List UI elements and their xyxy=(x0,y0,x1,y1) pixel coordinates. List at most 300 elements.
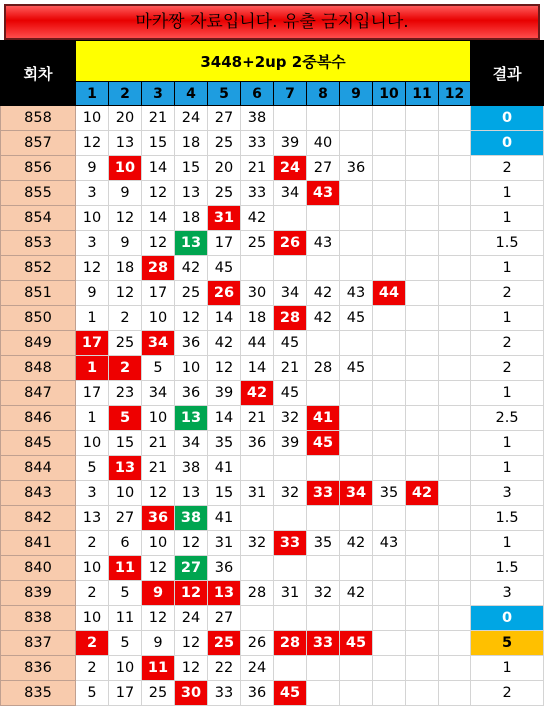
table-row xyxy=(1,406,544,431)
number-cell: 41 xyxy=(208,506,241,531)
number-cell: 13 xyxy=(175,181,208,206)
number-cell: 32 xyxy=(274,406,307,431)
table-row xyxy=(1,506,544,531)
number-cell-red: 45 xyxy=(340,631,373,656)
number-cell: 1 xyxy=(76,306,109,331)
number-cell-red: 34 xyxy=(142,331,175,356)
number-cell: 31 xyxy=(241,481,274,506)
number-cell: 30 xyxy=(241,281,274,306)
result-cell: 1 xyxy=(471,206,544,231)
number-cell-red: 44 xyxy=(373,281,406,306)
number-cell: 20 xyxy=(109,106,142,131)
table-row xyxy=(1,331,544,356)
number-cell: 12 xyxy=(109,206,142,231)
number-cell xyxy=(373,331,406,356)
number-cell: 2 xyxy=(76,581,109,606)
number-cell: 12 xyxy=(142,481,175,506)
result-cell: 2 xyxy=(471,156,544,181)
round-cell: 852 xyxy=(1,256,76,281)
number-cell xyxy=(373,631,406,656)
number-cell xyxy=(373,406,406,431)
number-cell xyxy=(241,506,274,531)
table-row xyxy=(1,631,544,656)
number-cell: 21 xyxy=(142,456,175,481)
number-cell xyxy=(340,406,373,431)
number-cell xyxy=(373,606,406,631)
table-row xyxy=(1,131,544,156)
column-header-row xyxy=(1,82,544,106)
number-cell: 43 xyxy=(373,531,406,556)
number-cell xyxy=(439,606,471,631)
number-cell xyxy=(373,556,406,581)
number-cell: 12 xyxy=(142,606,175,631)
number-cell xyxy=(307,106,340,131)
number-cell-green: 27 xyxy=(175,556,208,581)
number-cell: 34 xyxy=(274,181,307,206)
number-cell: 35 xyxy=(307,531,340,556)
number-cell: 3 xyxy=(76,181,109,206)
number-cell xyxy=(373,306,406,331)
number-cell xyxy=(340,456,373,481)
number-cell xyxy=(439,506,471,531)
round-cell: 849 xyxy=(1,331,76,356)
number-cell xyxy=(373,581,406,606)
number-cell: 14 xyxy=(208,306,241,331)
table-row xyxy=(1,606,544,631)
number-cell xyxy=(439,306,471,331)
number-cell xyxy=(406,281,439,306)
number-cell xyxy=(274,206,307,231)
number-cell-red: 9 xyxy=(142,581,175,606)
result-cell: 2 xyxy=(471,356,544,381)
number-cell: 9 xyxy=(142,631,175,656)
number-cell xyxy=(406,431,439,456)
number-cell: 12 xyxy=(208,356,241,381)
round-cell: 855 xyxy=(1,181,76,206)
number-cell xyxy=(373,256,406,281)
number-cell: 18 xyxy=(241,306,274,331)
column-header: 11 xyxy=(406,82,439,106)
number-cell: 14 xyxy=(241,356,274,381)
number-cell: 25 xyxy=(109,331,142,356)
number-cell: 15 xyxy=(142,131,175,156)
number-cell: 13 xyxy=(76,506,109,531)
number-cell xyxy=(439,231,471,256)
number-cell: 9 xyxy=(109,231,142,256)
result-cell: 1 xyxy=(471,431,544,456)
number-cell: 10 xyxy=(142,406,175,431)
number-cell xyxy=(274,106,307,131)
round-cell: 835 xyxy=(1,681,76,706)
number-cell: 17 xyxy=(208,231,241,256)
number-cell: 36 xyxy=(175,331,208,356)
number-cell xyxy=(307,556,340,581)
number-cell xyxy=(439,681,471,706)
number-cell: 5 xyxy=(142,356,175,381)
number-cell: 27 xyxy=(208,106,241,131)
number-cell xyxy=(439,581,471,606)
number-cell xyxy=(406,606,439,631)
round-cell: 847 xyxy=(1,381,76,406)
number-cell: 28 xyxy=(307,356,340,381)
result-cell: 3 xyxy=(471,481,544,506)
round-cell: 840 xyxy=(1,556,76,581)
number-cell: 12 xyxy=(175,656,208,681)
number-cell: 12 xyxy=(175,531,208,556)
round-header: 회차 xyxy=(1,41,76,106)
number-cell: 23 xyxy=(109,381,142,406)
number-cell: 21 xyxy=(142,106,175,131)
number-cell xyxy=(406,206,439,231)
number-cell: 31 xyxy=(208,531,241,556)
number-cell-red: 2 xyxy=(76,631,109,656)
number-cell xyxy=(406,556,439,581)
number-cell: 27 xyxy=(307,156,340,181)
column-header: 12 xyxy=(439,82,471,106)
number-cell xyxy=(439,206,471,231)
number-cell: 13 xyxy=(175,481,208,506)
number-cell: 2 xyxy=(76,656,109,681)
number-cell: 3 xyxy=(76,231,109,256)
number-cell xyxy=(406,681,439,706)
number-cell xyxy=(340,681,373,706)
number-cell xyxy=(340,131,373,156)
result-cell: 1.5 xyxy=(471,231,544,256)
number-cell: 33 xyxy=(208,681,241,706)
number-cell xyxy=(373,206,406,231)
number-cell: 45 xyxy=(208,256,241,281)
number-cell: 28 xyxy=(241,581,274,606)
table-row xyxy=(1,156,544,181)
number-cell: 25 xyxy=(208,131,241,156)
number-cell: 42 xyxy=(340,531,373,556)
number-cell: 32 xyxy=(307,581,340,606)
number-cell-red: 30 xyxy=(175,681,208,706)
number-cell: 38 xyxy=(241,106,274,131)
number-cell-red: 28 xyxy=(274,306,307,331)
number-cell: 39 xyxy=(208,381,241,406)
number-cell: 42 xyxy=(307,281,340,306)
number-cell: 35 xyxy=(373,481,406,506)
round-cell: 853 xyxy=(1,231,76,256)
number-cell: 44 xyxy=(241,331,274,356)
number-cell: 10 xyxy=(142,531,175,556)
number-cell: 12 xyxy=(76,131,109,156)
round-cell: 837 xyxy=(1,631,76,656)
round-cell: 857 xyxy=(1,131,76,156)
number-cell: 21 xyxy=(241,406,274,431)
number-cell xyxy=(406,106,439,131)
number-cell: 14 xyxy=(142,206,175,231)
result-cell: 1 xyxy=(471,531,544,556)
number-cell-red: 33 xyxy=(307,631,340,656)
number-cell: 18 xyxy=(175,131,208,156)
number-cell xyxy=(439,181,471,206)
result-cell: 1 xyxy=(471,256,544,281)
number-cell: 12 xyxy=(142,231,175,256)
table-row xyxy=(1,481,544,506)
number-cell: 45 xyxy=(274,381,307,406)
number-cell: 26 xyxy=(241,631,274,656)
number-cell xyxy=(274,256,307,281)
number-cell: 40 xyxy=(307,131,340,156)
number-cell: 12 xyxy=(175,631,208,656)
number-cell xyxy=(307,506,340,531)
number-cell: 35 xyxy=(208,431,241,456)
number-cell: 21 xyxy=(274,356,307,381)
number-cell: 22 xyxy=(208,656,241,681)
number-cell xyxy=(406,656,439,681)
number-cell xyxy=(373,456,406,481)
number-cell-red: 31 xyxy=(208,206,241,231)
number-cell-red: 26 xyxy=(274,231,307,256)
number-cell: 38 xyxy=(175,456,208,481)
column-header: 8 xyxy=(307,82,340,106)
number-cell xyxy=(373,356,406,381)
number-cell-red: 33 xyxy=(274,531,307,556)
number-cell: 34 xyxy=(274,281,307,306)
number-cell: 10 xyxy=(76,606,109,631)
number-cell: 9 xyxy=(109,181,142,206)
number-cell: 21 xyxy=(142,431,175,456)
number-cell: 10 xyxy=(109,481,142,506)
table-row xyxy=(1,656,544,681)
number-cell xyxy=(439,131,471,156)
round-cell: 842 xyxy=(1,506,76,531)
number-cell: 6 xyxy=(109,531,142,556)
number-cell xyxy=(406,131,439,156)
results-table xyxy=(0,40,544,706)
result-cell: 1 xyxy=(471,656,544,681)
number-cell: 12 xyxy=(76,256,109,281)
number-cell: 34 xyxy=(175,431,208,456)
round-cell: 848 xyxy=(1,356,76,381)
number-cell-red: 42 xyxy=(406,481,439,506)
number-cell: 15 xyxy=(208,481,241,506)
number-cell xyxy=(439,356,471,381)
number-cell: 12 xyxy=(175,306,208,331)
round-cell: 854 xyxy=(1,206,76,231)
number-cell-red: 26 xyxy=(208,281,241,306)
number-cell xyxy=(373,156,406,181)
number-cell xyxy=(340,206,373,231)
number-cell xyxy=(406,631,439,656)
number-cell-green: 13 xyxy=(175,406,208,431)
number-cell xyxy=(307,681,340,706)
number-cell xyxy=(340,331,373,356)
column-header: 1 xyxy=(76,82,109,106)
number-cell: 34 xyxy=(142,381,175,406)
result-cell: 0 xyxy=(471,131,544,156)
number-cell: 25 xyxy=(208,181,241,206)
number-cell: 31 xyxy=(274,581,307,606)
table-row xyxy=(1,681,544,706)
number-cell xyxy=(439,431,471,456)
number-cell xyxy=(406,231,439,256)
table-row xyxy=(1,581,544,606)
result-cell: 1.5 xyxy=(471,556,544,581)
number-cell xyxy=(406,181,439,206)
number-cell-red: 11 xyxy=(142,656,175,681)
number-cell: 36 xyxy=(340,156,373,181)
number-cell: 2 xyxy=(109,306,142,331)
number-cell: 3 xyxy=(76,481,109,506)
result-cell: 2 xyxy=(471,331,544,356)
number-cell: 5 xyxy=(76,456,109,481)
number-cell-green: 38 xyxy=(175,506,208,531)
number-cell: 27 xyxy=(109,506,142,531)
number-cell: 32 xyxy=(274,481,307,506)
number-cell xyxy=(241,606,274,631)
result-cell: 1 xyxy=(471,381,544,406)
number-cell: 24 xyxy=(175,606,208,631)
column-header: 6 xyxy=(241,82,274,106)
number-cell xyxy=(373,381,406,406)
number-cell xyxy=(373,131,406,156)
number-cell xyxy=(406,256,439,281)
number-cell-red: 45 xyxy=(274,681,307,706)
round-cell: 850 xyxy=(1,306,76,331)
number-cell xyxy=(340,556,373,581)
number-cell-red: 13 xyxy=(208,581,241,606)
number-cell-red: 43 xyxy=(307,181,340,206)
result-cell: 2.5 xyxy=(471,406,544,431)
number-cell-red: 42 xyxy=(241,381,274,406)
result-cell: 0 xyxy=(471,606,544,631)
number-cell: 24 xyxy=(241,656,274,681)
number-cell xyxy=(439,456,471,481)
result-cell: 1 xyxy=(471,181,544,206)
number-cell: 18 xyxy=(175,206,208,231)
round-cell: 843 xyxy=(1,481,76,506)
column-header: 7 xyxy=(274,82,307,106)
number-cell xyxy=(307,331,340,356)
number-cell xyxy=(439,256,471,281)
number-cell xyxy=(274,606,307,631)
number-cell: 45 xyxy=(274,331,307,356)
number-cell: 14 xyxy=(142,156,175,181)
result-cell: 5 xyxy=(471,631,544,656)
number-cell: 45 xyxy=(340,356,373,381)
table-row xyxy=(1,456,544,481)
number-cell xyxy=(373,656,406,681)
table-row xyxy=(1,531,544,556)
number-cell-red: 41 xyxy=(307,406,340,431)
round-cell: 856 xyxy=(1,156,76,181)
number-cell: 5 xyxy=(109,631,142,656)
number-cell xyxy=(439,556,471,581)
number-cell xyxy=(373,181,406,206)
result-cell: 2 xyxy=(471,281,544,306)
number-cell-red: 2 xyxy=(109,356,142,381)
number-cell xyxy=(340,381,373,406)
number-cell xyxy=(406,381,439,406)
number-cell: 20 xyxy=(208,156,241,181)
table-row xyxy=(1,306,544,331)
number-cell: 1 xyxy=(76,406,109,431)
number-cell xyxy=(340,256,373,281)
number-cell xyxy=(307,606,340,631)
number-cell xyxy=(439,406,471,431)
number-cell xyxy=(406,506,439,531)
number-cell xyxy=(439,106,471,131)
number-cell: 36 xyxy=(208,556,241,581)
number-cell: 9 xyxy=(76,281,109,306)
number-cell: 5 xyxy=(109,581,142,606)
number-cell xyxy=(274,656,307,681)
number-cell: 10 xyxy=(76,206,109,231)
table-row xyxy=(1,181,544,206)
number-cell: 42 xyxy=(241,206,274,231)
number-cell xyxy=(439,656,471,681)
number-cell xyxy=(439,631,471,656)
number-cell: 43 xyxy=(340,281,373,306)
number-cell: 12 xyxy=(109,281,142,306)
number-cell xyxy=(340,606,373,631)
number-cell-red: 28 xyxy=(274,631,307,656)
table-row xyxy=(1,556,544,581)
number-cell: 33 xyxy=(241,181,274,206)
number-cell xyxy=(439,281,471,306)
number-cell: 42 xyxy=(208,331,241,356)
number-cell: 36 xyxy=(241,431,274,456)
number-cell xyxy=(340,231,373,256)
number-cell xyxy=(307,381,340,406)
column-header: 3 xyxy=(142,82,175,106)
number-cell xyxy=(340,506,373,531)
number-cell: 39 xyxy=(274,131,307,156)
number-cell: 14 xyxy=(208,406,241,431)
number-cell-red: 12 xyxy=(175,581,208,606)
result-cell: 1 xyxy=(471,456,544,481)
number-cell xyxy=(340,106,373,131)
number-cell-red: 28 xyxy=(142,256,175,281)
number-cell xyxy=(439,381,471,406)
number-cell xyxy=(307,656,340,681)
table-title: 3448+2up 2중복수 xyxy=(76,41,471,82)
number-cell: 39 xyxy=(274,431,307,456)
number-cell: 45 xyxy=(340,306,373,331)
number-cell-green: 13 xyxy=(175,231,208,256)
number-cell: 17 xyxy=(142,281,175,306)
number-cell: 10 xyxy=(142,306,175,331)
number-cell: 10 xyxy=(76,106,109,131)
column-header: 2 xyxy=(109,82,142,106)
number-cell xyxy=(439,481,471,506)
round-cell: 858 xyxy=(1,106,76,131)
number-cell-red: 1 xyxy=(76,356,109,381)
number-cell-red: 34 xyxy=(340,481,373,506)
number-cell: 12 xyxy=(142,556,175,581)
number-cell: 18 xyxy=(109,256,142,281)
number-cell: 25 xyxy=(175,281,208,306)
number-cell-red: 13 xyxy=(109,456,142,481)
number-cell xyxy=(439,331,471,356)
number-cell-red: 45 xyxy=(307,431,340,456)
round-cell: 851 xyxy=(1,281,76,306)
number-cell: 25 xyxy=(142,681,175,706)
number-cell xyxy=(340,181,373,206)
number-cell: 15 xyxy=(109,431,142,456)
table-row xyxy=(1,381,544,406)
number-cell: 27 xyxy=(208,606,241,631)
result-header: 결과 xyxy=(471,41,544,106)
result-cell: 3 xyxy=(471,581,544,606)
table-row xyxy=(1,106,544,131)
number-cell xyxy=(307,256,340,281)
number-cell: 42 xyxy=(307,306,340,331)
round-cell: 841 xyxy=(1,531,76,556)
